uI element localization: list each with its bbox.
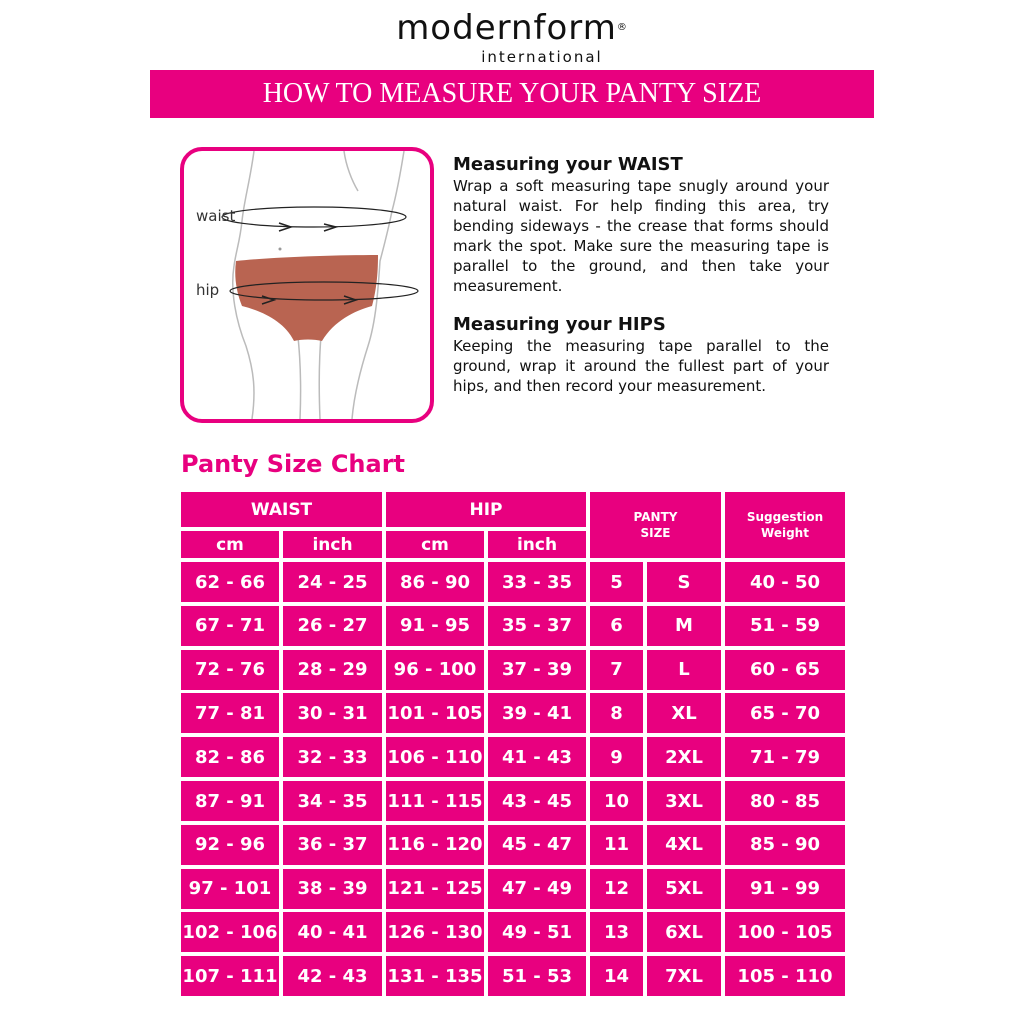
- waist-cm-cell: 77 - 81: [181, 693, 279, 733]
- size-letter-cell: XL: [647, 693, 721, 733]
- hip-header: HIP: [386, 492, 586, 527]
- size-number-cell: 5: [590, 562, 643, 602]
- suggestion-weight-header: Suggestion Weight: [725, 492, 845, 558]
- waist-inch-cell: 26 - 27: [283, 606, 382, 646]
- size-letter-cell: 7XL: [647, 956, 721, 996]
- size-letter-cell: L: [647, 650, 721, 690]
- waist-cm-header: cm: [181, 531, 279, 558]
- hip-cm-cell: 101 - 105: [386, 693, 484, 733]
- size-letter-cell: 5XL: [647, 869, 721, 909]
- weight-cell: 100 - 105: [725, 912, 845, 952]
- panty-size-header: PANTY SIZE: [590, 492, 721, 558]
- waist-inch-cell: 34 - 35: [283, 781, 382, 821]
- hip-inch-cell: 47 - 49: [488, 869, 586, 909]
- hip-cm-cell: 116 - 120: [386, 825, 484, 865]
- size-letter-cell: S: [647, 562, 721, 602]
- waist-cm-cell: 72 - 76: [181, 650, 279, 690]
- hip-inch-cell: 35 - 37: [488, 606, 586, 646]
- size-number-cell: 9: [590, 737, 643, 777]
- size-number-cell: 8: [590, 693, 643, 733]
- hip-inch-header: inch: [488, 531, 586, 558]
- hip-inch-cell: 49 - 51: [488, 912, 586, 952]
- weight-cell: 91 - 99: [725, 869, 845, 909]
- waist-label: waist: [196, 207, 236, 225]
- waist-inch-cell: 40 - 41: [283, 912, 382, 952]
- waist-cm-cell: 92 - 96: [181, 825, 279, 865]
- size-letter-cell: 2XL: [647, 737, 721, 777]
- hip-label: hip: [196, 281, 220, 299]
- hip-cm-header: cm: [386, 531, 484, 558]
- weight-cell: 85 - 90: [725, 825, 845, 865]
- size-number-cell: 13: [590, 912, 643, 952]
- size-number-cell: 14: [590, 956, 643, 996]
- waist-inch-cell: 32 - 33: [283, 737, 382, 777]
- size-letter-cell: 4XL: [647, 825, 721, 865]
- hip-cm-cell: 131 - 135: [386, 956, 484, 996]
- hip-inch-cell: 37 - 39: [488, 650, 586, 690]
- registered-mark: ®: [616, 22, 628, 33]
- waist-inch-cell: 28 - 29: [283, 650, 382, 690]
- weight-cell: 65 - 70: [725, 693, 845, 733]
- size-letter-cell: 6XL: [647, 912, 721, 952]
- hip-cm-cell: 86 - 90: [386, 562, 484, 602]
- hip-inch-cell: 51 - 53: [488, 956, 586, 996]
- waist-inch-header: inch: [283, 531, 382, 558]
- size-number-cell: 6: [590, 606, 643, 646]
- waist-inch-cell: 30 - 31: [283, 693, 382, 733]
- waist-inch-cell: 24 - 25: [283, 562, 382, 602]
- hip-inch-cell: 45 - 47: [488, 825, 586, 865]
- weight-cell: 60 - 65: [725, 650, 845, 690]
- hip-inch-cell: 41 - 43: [488, 737, 586, 777]
- weight-cell: 51 - 59: [725, 606, 845, 646]
- measurement-illustration: [180, 147, 434, 423]
- weight-cell: 105 - 110: [725, 956, 845, 996]
- waist-cm-cell: 87 - 91: [181, 781, 279, 821]
- hip-inch-cell: 43 - 45: [488, 781, 586, 821]
- logo-subtitle: international: [481, 48, 603, 66]
- size-letter-cell: 3XL: [647, 781, 721, 821]
- waist-text: Wrap a soft measuring tape snugly around your natural waist. For help finding this area, try bending sideways - the crease that forms should mark the spot. Make sure the measuring tape is parallel to the ground, and then take your measurement.: [453, 177, 829, 295]
- waist-instructions: [453, 154, 829, 296]
- hips-text: Keeping the measuring tape parallel to the ground, wrap it around the fullest part of your hips, and then record your measurement.: [453, 337, 829, 395]
- size-number-cell: 7: [590, 650, 643, 690]
- waist-cm-cell: 102 - 106: [181, 912, 279, 952]
- size-chart-title: Panty Size Chart: [181, 450, 406, 478]
- size-number-cell: 12: [590, 869, 643, 909]
- waist-inch-cell: 38 - 39: [283, 869, 382, 909]
- hip-inch-cell: 39 - 41: [488, 693, 586, 733]
- waist-cm-cell: 97 - 101: [181, 869, 279, 909]
- waist-inch-cell: 36 - 37: [283, 825, 382, 865]
- hip-cm-cell: 106 - 110: [386, 737, 484, 777]
- waist-header: WAIST: [181, 492, 382, 527]
- page-title-banner: HOW TO MEASURE YOUR PANTY SIZE: [150, 70, 874, 118]
- waist-heading: Measuring your WAIST: [453, 154, 683, 175]
- waist-cm-cell: 107 - 111: [181, 956, 279, 996]
- body-figure-icon: [184, 151, 430, 419]
- hip-cm-cell: 126 - 130: [386, 912, 484, 952]
- hip-cm-cell: 91 - 95: [386, 606, 484, 646]
- size-number-cell: 11: [590, 825, 643, 865]
- waist-cm-cell: 67 - 71: [181, 606, 279, 646]
- brand-logo: [0, 8, 1024, 66]
- hip-cm-cell: 96 - 100: [386, 650, 484, 690]
- size-number-cell: 10: [590, 781, 643, 821]
- hips-heading: Measuring your HIPS: [453, 314, 666, 335]
- weight-cell: 40 - 50: [725, 562, 845, 602]
- waist-cm-cell: 62 - 66: [181, 562, 279, 602]
- hips-instructions: [453, 314, 829, 396]
- waist-cm-cell: 82 - 86: [181, 737, 279, 777]
- hip-cm-cell: 121 - 125: [386, 869, 484, 909]
- waist-inch-cell: 42 - 43: [283, 956, 382, 996]
- weight-cell: 71 - 79: [725, 737, 845, 777]
- size-letter-cell: M: [647, 606, 721, 646]
- weight-cell: 80 - 85: [725, 781, 845, 821]
- hip-inch-cell: 33 - 35: [488, 562, 586, 602]
- logo-brand-text: modernform: [396, 8, 617, 48]
- hip-cm-cell: 111 - 115: [386, 781, 484, 821]
